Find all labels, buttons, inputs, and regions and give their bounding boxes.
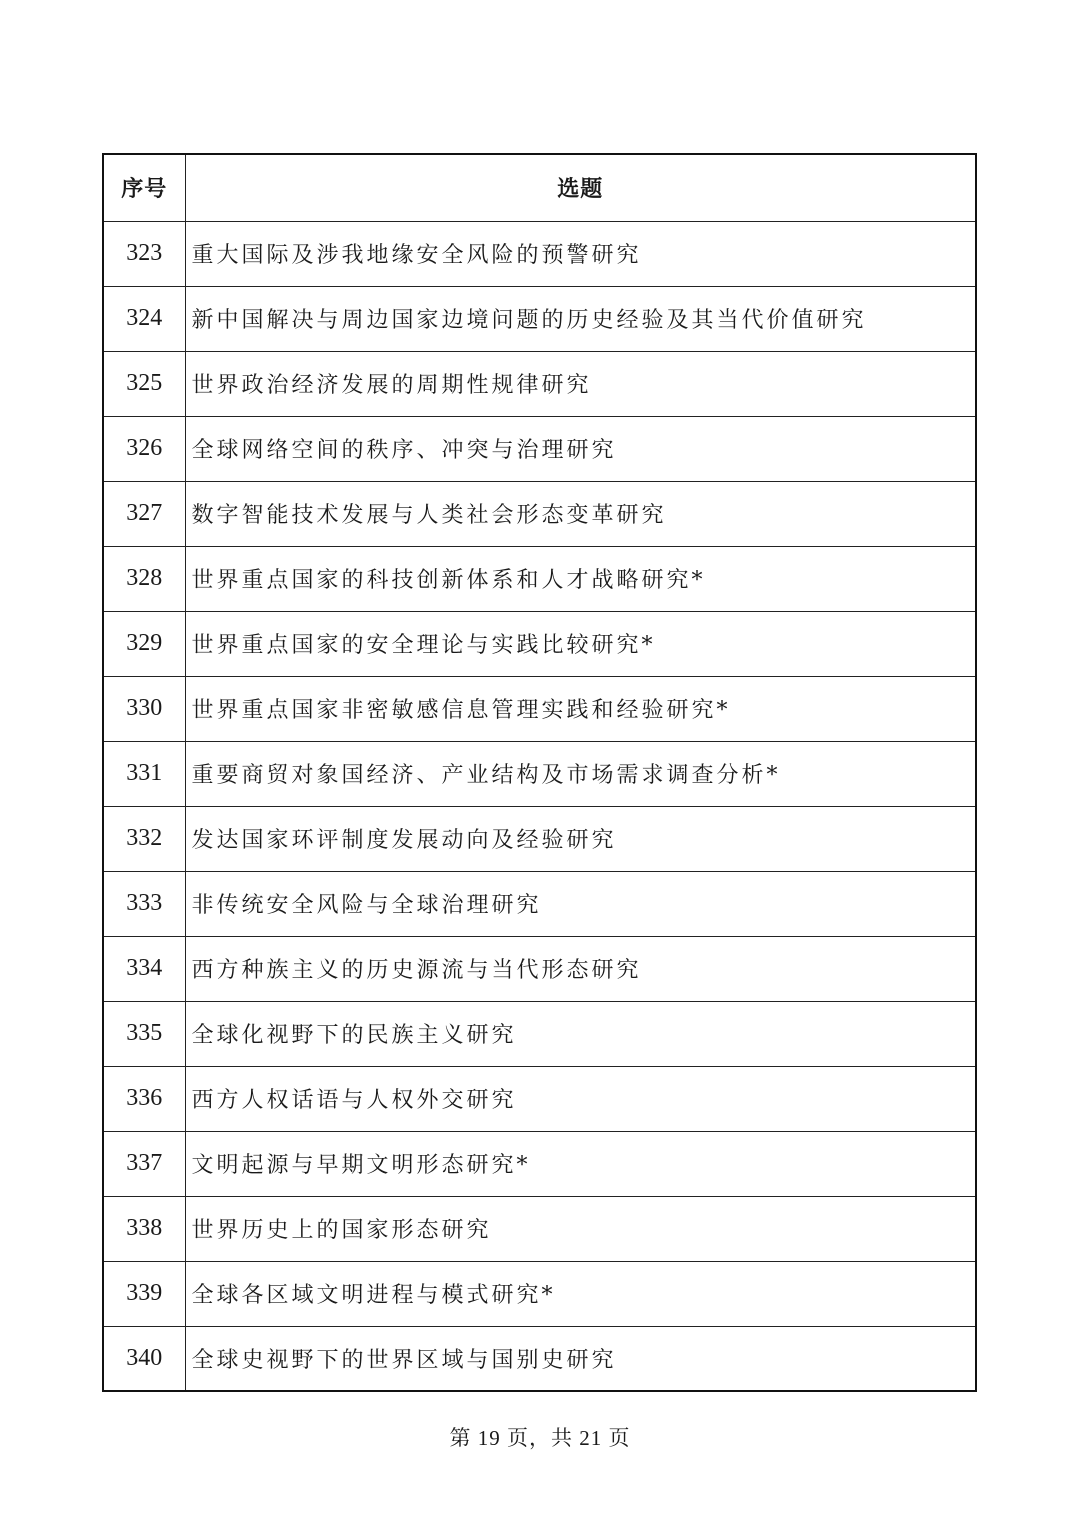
- topics-table: [102, 153, 977, 1392]
- table-row: [103, 1261, 976, 1326]
- table-row: [103, 1131, 976, 1196]
- table-row: [103, 936, 976, 1001]
- row-number: 328: [103, 546, 185, 611]
- table-row: [103, 1196, 976, 1261]
- table-row: [103, 416, 976, 481]
- table-row: [103, 1001, 976, 1066]
- row-topic: 重要商贸对象国经济、产业结构及市场需求调查分析*: [185, 741, 976, 806]
- row-number: 331: [103, 741, 185, 806]
- row-topic: 世界政治经济发展的周期性规律研究: [185, 351, 976, 416]
- table-row: [103, 611, 976, 676]
- row-number: 333: [103, 871, 185, 936]
- row-topic: 全球各区域文明进程与模式研究*: [185, 1261, 976, 1326]
- row-topic: 非传统安全风险与全球治理研究: [185, 871, 976, 936]
- table-row: [103, 806, 976, 871]
- row-topic: 数字智能技术发展与人类社会形态变革研究: [185, 481, 976, 546]
- row-number: 339: [103, 1261, 185, 1326]
- row-number: 334: [103, 936, 185, 1001]
- table-header: [103, 154, 976, 221]
- table-row: [103, 546, 976, 611]
- row-number: 329: [103, 611, 185, 676]
- row-topic: 世界重点国家非密敏感信息管理实践和经验研究*: [185, 676, 976, 741]
- row-topic: 全球史视野下的世界区域与国别史研究: [185, 1326, 976, 1391]
- page-footer: 第 19 页，共 21 页: [449, 1426, 631, 1450]
- table-row: [103, 286, 976, 351]
- row-number: 326: [103, 416, 185, 481]
- row-number: 324: [103, 286, 185, 351]
- row-number: 327: [103, 481, 185, 546]
- table-row: [103, 481, 976, 546]
- row-topic: 发达国家环评制度发展动向及经验研究: [185, 806, 976, 871]
- row-topic: 重大国际及涉我地缘安全风险的预警研究: [185, 221, 976, 286]
- row-topic: 全球网络空间的秩序、冲突与治理研究: [185, 416, 976, 481]
- row-number: 335: [103, 1001, 185, 1066]
- row-topic: 西方人权话语与人权外交研究: [185, 1066, 976, 1131]
- table-row: [103, 871, 976, 936]
- table-row: [103, 1066, 976, 1131]
- row-topic: 文明起源与早期文明形态研究*: [185, 1131, 976, 1196]
- header-number: 序号: [103, 154, 185, 221]
- row-topic: 全球化视野下的民族主义研究: [185, 1001, 976, 1066]
- row-topic: 世界重点国家的安全理论与实践比较研究*: [185, 611, 976, 676]
- row-topic: 世界历史上的国家形态研究: [185, 1196, 976, 1261]
- row-number: 340: [103, 1326, 185, 1391]
- row-number: 325: [103, 351, 185, 416]
- header-topic: 选题: [185, 154, 976, 221]
- row-topic: 西方种族主义的历史源流与当代形态研究: [185, 936, 976, 1001]
- row-number: 338: [103, 1196, 185, 1261]
- row-number: 337: [103, 1131, 185, 1196]
- table-body: [103, 221, 976, 1391]
- table-row: [103, 741, 976, 806]
- header-row: [103, 154, 976, 221]
- row-number: 323: [103, 221, 185, 286]
- table-row: [103, 1326, 976, 1391]
- table-row: [103, 676, 976, 741]
- row-number: 336: [103, 1066, 185, 1131]
- row-number: 330: [103, 676, 185, 741]
- row-topic: 新中国解决与周边国家边境问题的历史经验及其当代价值研究: [185, 286, 976, 351]
- table-row: [103, 351, 976, 416]
- row-number: 332: [103, 806, 185, 871]
- table-row: [103, 221, 976, 286]
- row-topic: 世界重点国家的科技创新体系和人才战略研究*: [185, 546, 976, 611]
